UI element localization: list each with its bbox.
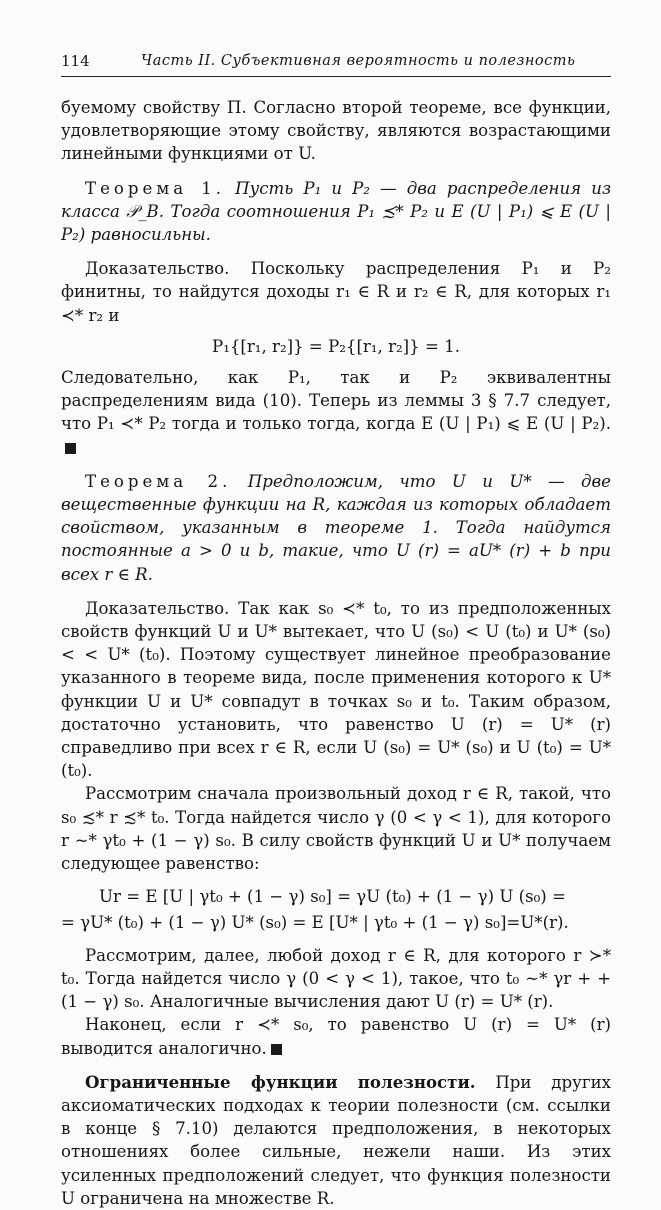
running-head: Часть II. Субъективная вероятность и полезность (141, 53, 576, 69)
proof-1-start: Доказательство. Поскольку распределения P₁ и P₂ финитны, то найдутся доходы r₁ ∈ R и r₂ ∈ R, для которых r₁ ≺* r₂ и (61, 259, 611, 325)
proof-2-case-1: Рассмотрим сначала произвольный доход r ∈ R, такой, что s₀ ≾* r ≾* t₀. Тогда найдется число γ (0 < γ < 1), для которого r ∼* γt₀ + (1 − γ) s₀. В силу свойств функций U и U* получаем следующее равенство: (61, 784, 611, 874)
page-header (61, 50, 611, 76)
theorem-1 (61, 177, 611, 247)
proof-2-case-2: Рассмотрим, далее, любой доход r ∈ R, для которого r ≻* t₀. Тогда найдется число γ (0 < γ < 1), такое, что t₀ ∼* γr + + (1 − γ) s₀. Аналогичные вычисления дают U (r) = U* (r). (61, 945, 611, 1012)
formula-1: P₁{[r₁, r₂]} = P₂{[r₁, r₂]} = 1. (212, 336, 460, 356)
qed-square-icon (65, 443, 76, 454)
proof-2-case-3 (61, 1013, 611, 1059)
proof-1-end (61, 366, 611, 459)
formula-2-line-1: Ur = E [U | γt₀ + (1 − γ) s₀] = γU (t₀) + (1 − γ) U (s₀) = (99, 887, 566, 907)
theorem-2-text: Предположим, что U и U* — две вещественные функции на R, каждая из которых обладает свойством, указанным в теореме 1. Тогда найдутся постоянные a > 0 и b, такие, что U (r) = aU* (r) + b при всех r ∈ R. (61, 471, 611, 584)
section-title: Ограниченные функции полезности. (85, 1071, 476, 1092)
theorem-2-label: Теорема 2. (85, 471, 232, 491)
proof-1-end-text: Следовательно, как P₁, так и P₂ эквивалентны распределениям вида (10). Теперь из леммы 3 § 7.7 следует, что P₁ ≺* P₂ тогда и только тогда, когда E (U | P₁) ⩽ E (U | P₂). (61, 368, 611, 434)
theorem-2 (61, 470, 611, 586)
formula-2-line-2: = γU* (t₀) + (1 − γ) U* (s₀) = E [U* | γt₀ + (1 − γ) s₀]=U*(r). (61, 912, 569, 932)
proof-2-case-3-text: Наконец, если r ≺* s₀, то равенство U (r) = U* (r) выводится аналогично. (61, 1015, 611, 1058)
header-rule (61, 76, 611, 77)
proof-2-start: Доказательство. Так как s₀ ≺* t₀, то из предположенных свойств функций U и U* вытекает, что U (s₀) < U (t₀) и U* (s₀) < < U* (t₀). Поэтому существует линейное преобразование указанного в теореме вида, после применения которого к U* функции U и U* совпадут в точках s₀ и t₀. Таким образом, достаточно установить, что равенство U (r) = U* (r) справедливо при всех r ∈ R, если U (s₀) = U* (s₀) и U (t₀) = U* (t₀). (61, 598, 611, 781)
section-bounded-utility (61, 1071, 611, 1210)
theorem-1-label: Теорема 1. (85, 178, 226, 198)
section-text: При других аксиоматических подходах к теории полезности (см. ссылки в конце § 7.10) делаются предположения, в некоторых отношениях более сильные, нежели наши. Из этих усиленных предположений следует, что функция полезности U ограничена на множестве R. (61, 1072, 611, 1208)
qed-square-icon (271, 1044, 282, 1055)
theorem-1-text: Пусть P₁ и P₂ — два распределения из класса 𝒫_B. Тогда соотношения P₁ ≾* P₂ и E (U | P₁) ⩽ E (U | P₂) равносильны. (61, 178, 612, 245)
page-body (61, 96, 611, 1210)
page-number: 114 (61, 52, 90, 70)
paragraph-intro: буемому свойству П. Согласно второй теореме, все функции, удовлетворяющие этому свойству, являются возрастающими линейными функциями от U. (61, 98, 611, 164)
